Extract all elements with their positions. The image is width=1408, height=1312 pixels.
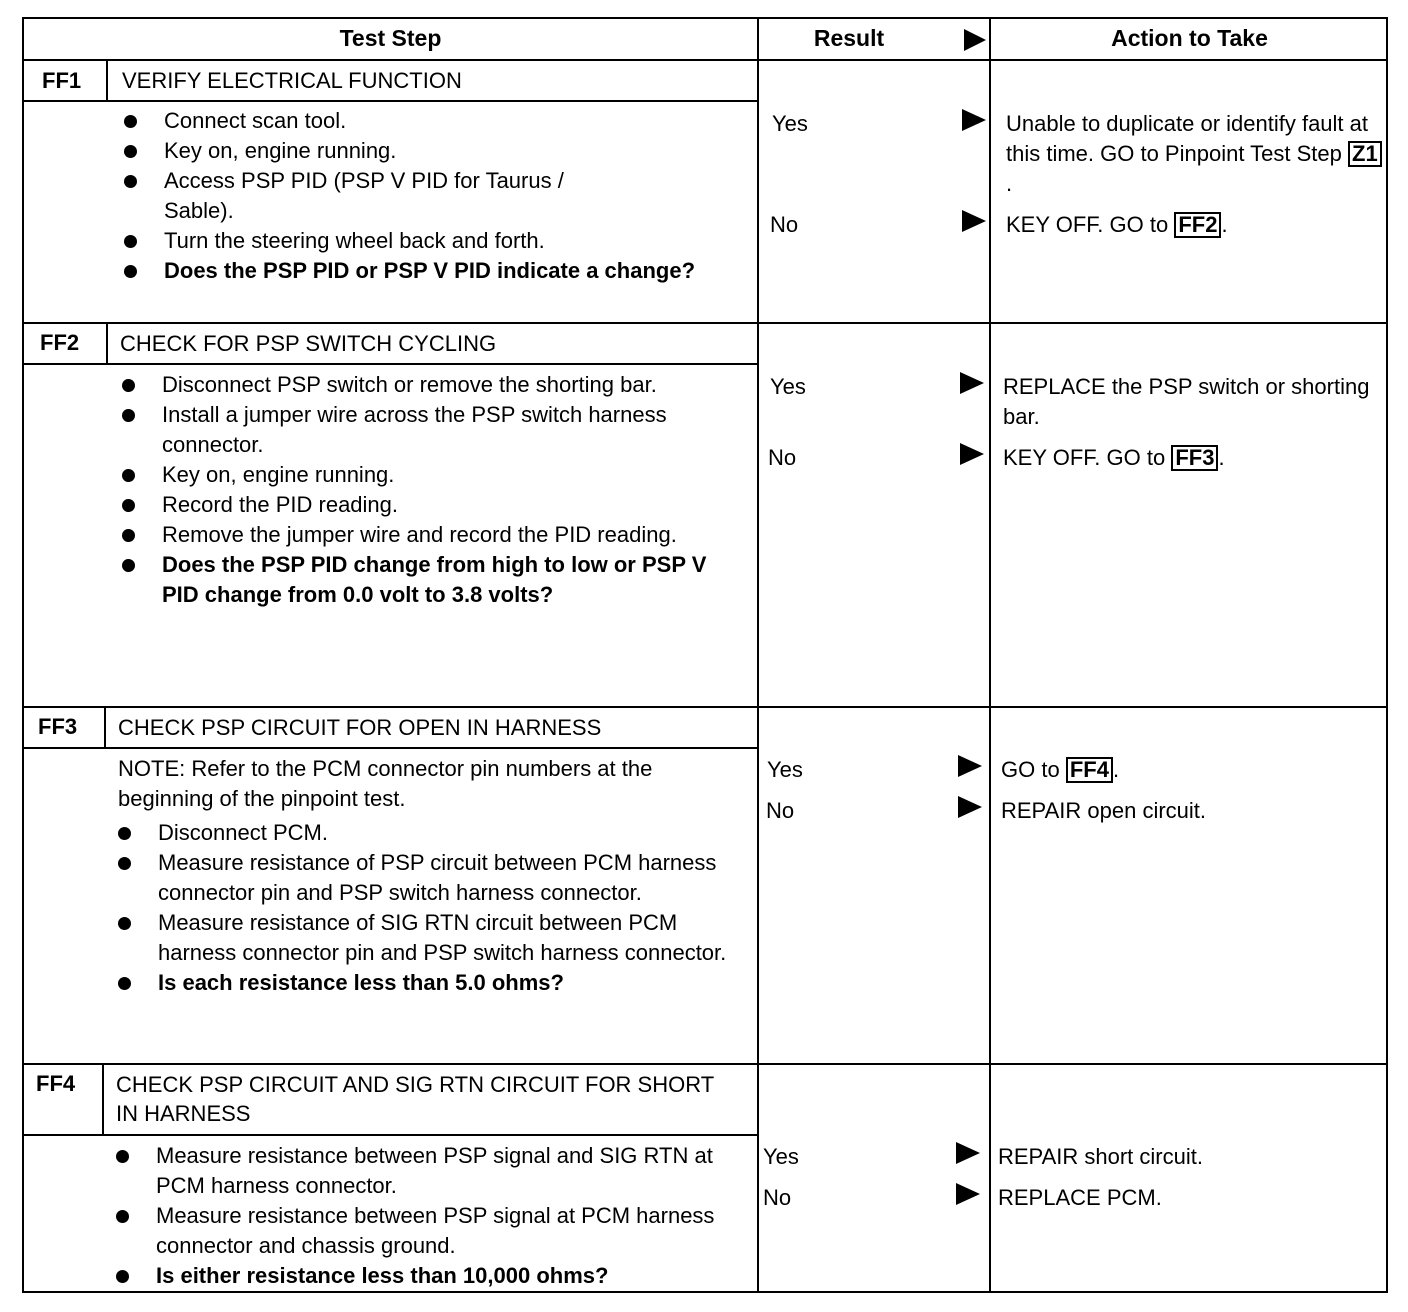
result-yes: Yes [767, 757, 803, 782]
bullet-icon [122, 559, 135, 572]
bullet-icon [124, 265, 137, 278]
result-no: No [763, 1185, 792, 1210]
title-divider [24, 747, 757, 749]
list-item: Key on, engine running. [116, 460, 738, 490]
code-divider [106, 322, 108, 363]
list-item: Key on, engine running. [118, 136, 738, 166]
bullet-icon [122, 379, 135, 392]
arrow-right-icon [962, 109, 986, 131]
step-list [110, 1141, 738, 1291]
list-item: Measure resistance between PSP signal and SIG RTN at PCM harness connector. [110, 1141, 738, 1201]
question-item: Does the PSP PID or PSP V PID indicate a change? [118, 256, 738, 286]
action-yes: Unable to duplicate or identify fault at this time. GO to Pinpoint Test Step Z1. [1006, 109, 1386, 199]
bullet-icon [118, 827, 131, 840]
step-title: CHECK FOR PSP SWITCH CYCLING [120, 331, 497, 356]
bullet-icon [122, 469, 135, 482]
bullet-icon [118, 977, 131, 990]
result-yes: Yes [770, 374, 806, 399]
arrow-right-icon [956, 1142, 980, 1164]
action-yes: REPLACE the PSP switch or shorting bar. [1003, 374, 1370, 429]
result-no: No [768, 445, 797, 470]
step-list [118, 106, 738, 286]
header-divider [24, 59, 1386, 61]
step-code: FF1 [42, 68, 82, 93]
arrow-right-icon [958, 796, 982, 818]
bullet-icon [124, 145, 137, 158]
bullet-icon [122, 499, 135, 512]
arrow-right-icon [960, 443, 984, 465]
action-no: REPLACE PCM. [998, 1185, 1162, 1210]
bullet-icon [118, 857, 131, 870]
step-ref-ff3[interactable]: FF3 [1171, 445, 1218, 471]
list-item: Remove the jumper wire and record the PID reading. [116, 520, 738, 550]
arrow-right-icon [960, 372, 984, 394]
step-title: CHECK PSP CIRCUIT FOR OPEN IN HARNESS [118, 715, 602, 740]
action-yes: REPAIR short circuit. [998, 1144, 1203, 1169]
arrow-right-icon [958, 755, 982, 777]
bullet-icon [122, 529, 135, 542]
step-ref-ff2[interactable]: FF2 [1174, 212, 1221, 238]
bullet-icon [124, 175, 137, 188]
list-item: Access PSP PID (PSP V PID for Taurus / Sable). [118, 166, 738, 226]
bullet-icon [124, 115, 137, 128]
step-code: FF3 [38, 714, 78, 739]
action-no: REPAIR open circuit. [1001, 798, 1207, 823]
arrow-right-icon [962, 210, 986, 232]
step-title: CHECK PSP CIRCUIT AND SIG RTN CIRCUIT FOR SHORT IN HARNESS [116, 1072, 714, 1126]
test-procedure-table [22, 17, 1388, 1293]
bullet-icon [116, 1150, 129, 1163]
header-test-step: Test Step [339, 25, 442, 51]
action-yes: GO to FF4 . [1001, 757, 1120, 782]
bullet-icon [118, 917, 131, 930]
step-title: VERIFY ELECTRICAL FUNCTION [122, 68, 462, 93]
list-item: Disconnect PSP switch or remove the shorting bar. [116, 370, 738, 400]
title-divider [24, 1134, 757, 1136]
question-item: Is each resistance less than 5.0 ohms? [112, 968, 738, 998]
code-divider [106, 59, 108, 100]
result-no: No [766, 798, 795, 823]
list-item: Install a jumper wire across the PSP switch harness connector. [116, 400, 738, 460]
title-divider [24, 100, 757, 102]
step-code: FF2 [40, 330, 80, 355]
question-item: Does the PSP PID change from high to low or PSP V PID change from 0.0 volt to 3.8 volts? [116, 550, 738, 610]
header-result: Result [813, 25, 885, 51]
step-list [116, 370, 738, 610]
step-divider [24, 322, 1386, 324]
result-no: No [770, 212, 799, 237]
list-item: Turn the steering wheel back and forth. [118, 226, 738, 256]
step-divider [24, 706, 1386, 708]
list-item: Measure resistance of SIG RTN circuit between PCM harness connector pin and PSP switch harness connector. [112, 908, 738, 968]
result-yes: Yes [772, 111, 808, 136]
list-item: Connect scan tool. [118, 106, 738, 136]
step-ref-ff4[interactable]: FF4 [1066, 757, 1113, 783]
title-divider [24, 363, 757, 365]
note-text: NOTE: Refer to the PCM connector pin numbers at the beginning of the pinpoint test. [118, 756, 653, 811]
result-yes: Yes [763, 1144, 799, 1169]
code-divider [102, 1063, 104, 1134]
step-list [112, 818, 738, 998]
step-code: FF4 [36, 1071, 76, 1096]
column-divider-result [757, 19, 759, 1291]
column-divider-action [989, 19, 991, 1291]
bullet-icon [116, 1210, 129, 1223]
list-item: Record the PID reading. [116, 490, 738, 520]
list-item: Measure resistance of PSP circuit between PCM harness connector pin and PSP switch harness connector. [112, 848, 738, 908]
bullet-icon [116, 1270, 129, 1283]
action-no: KEY OFF. GO to FF3 . [1003, 445, 1225, 470]
list-item: Disconnect PCM. [112, 818, 738, 848]
step-ref-z1[interactable]: Z1 [1348, 141, 1382, 167]
action-no: KEY OFF. GO to FF2 . [1006, 212, 1228, 237]
code-divider [104, 706, 106, 747]
header-arrow-icon [964, 29, 986, 51]
list-item: Measure resistance between PSP signal at PCM harness connector and chassis ground. [110, 1201, 738, 1261]
header-action: Action to Take [1111, 25, 1268, 51]
bullet-icon [122, 409, 135, 422]
bullet-icon [124, 235, 137, 248]
question-item: Is either resistance less than 10,000 ohms? [110, 1261, 738, 1291]
step-divider [24, 1063, 1386, 1065]
arrow-right-icon [956, 1183, 980, 1205]
